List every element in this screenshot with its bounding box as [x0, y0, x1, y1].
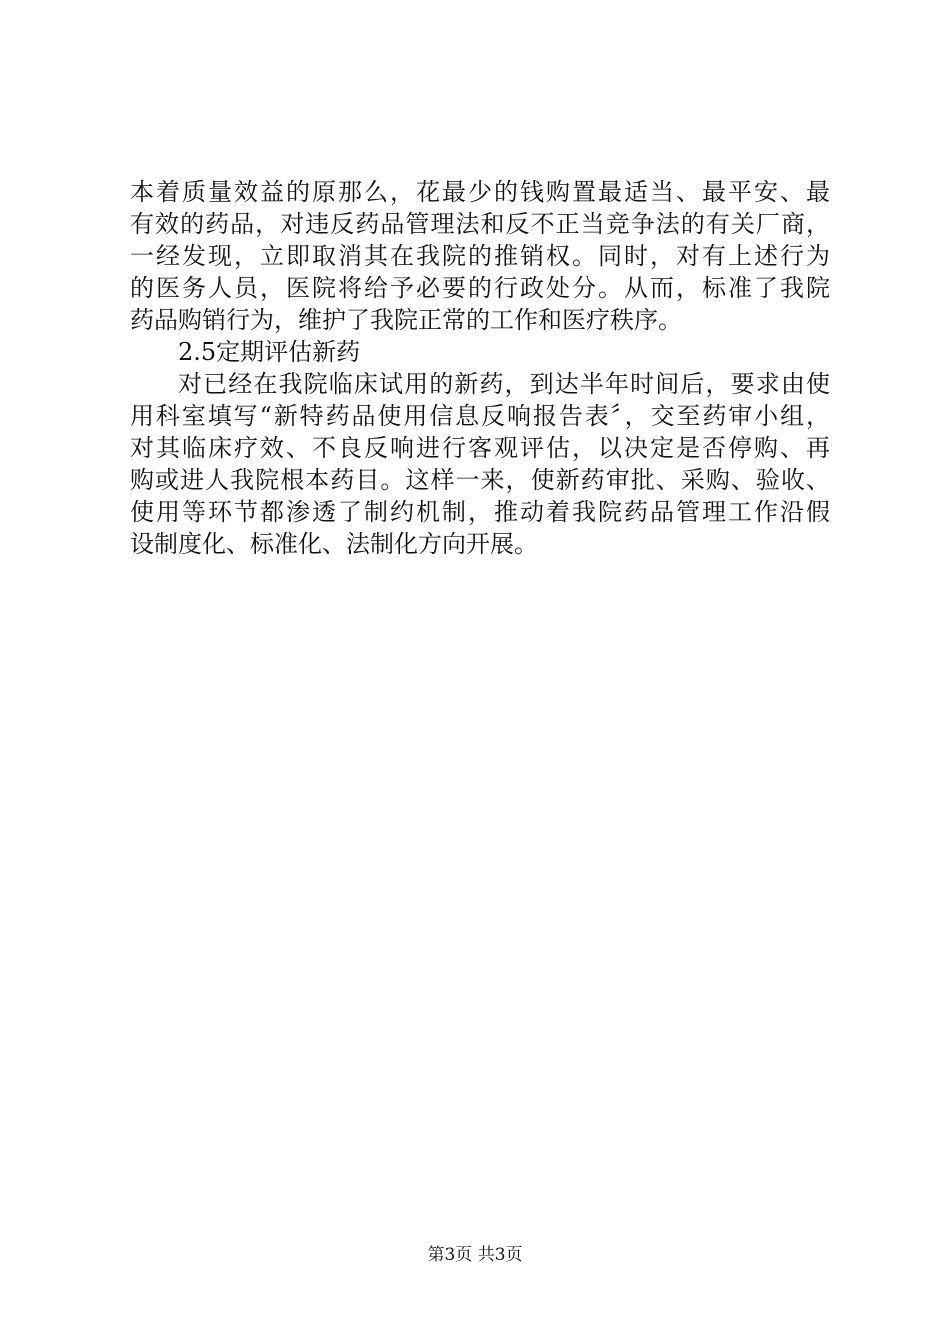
text-line: 的医务人员，医院将给予必要的行政处分。从而，标准了我院 — [130, 274, 830, 302]
text-line: 设制度化、标准化、法制化方向开展。 — [130, 530, 538, 558]
text-line: 对其临床疗效、不良反响进行客观评估，以决定是否停购、再 — [130, 434, 830, 462]
text-line: 用科室填写“新特药品使用信息反响报告表〞，交至药审小组， — [130, 402, 830, 430]
text-line: 药品购销行为，维护了我院正常的工作和医疗秩序。 — [130, 306, 682, 334]
section-heading: 2.5定期评估新药 — [178, 338, 361, 366]
text-line: 有效的药品，对违反药品管理法和反不正当竞争法的有关厂商， — [130, 210, 830, 238]
text-line: 购或进人我院根本药目。这样一来，使新药审批、采购、验收、 — [130, 466, 830, 494]
text-line: 本着质量效益的原那么，花最少的钱购置最适当、最平安、最 — [130, 178, 830, 206]
page-footer — [0, 1244, 950, 1266]
page-number: 第3页 共3页 — [427, 1245, 523, 1265]
text-line: 使用等环节都渗透了制约机制，推动着我院药品管理工作沿假 — [130, 498, 830, 526]
document-body — [130, 176, 830, 560]
text-line: 对已经在我院临床试用的新药，到达半年时间后，要求由使 — [178, 370, 830, 398]
text-line: 一经发现，立即取消其在我院的推销权。同时，对有上述行为 — [130, 242, 830, 270]
